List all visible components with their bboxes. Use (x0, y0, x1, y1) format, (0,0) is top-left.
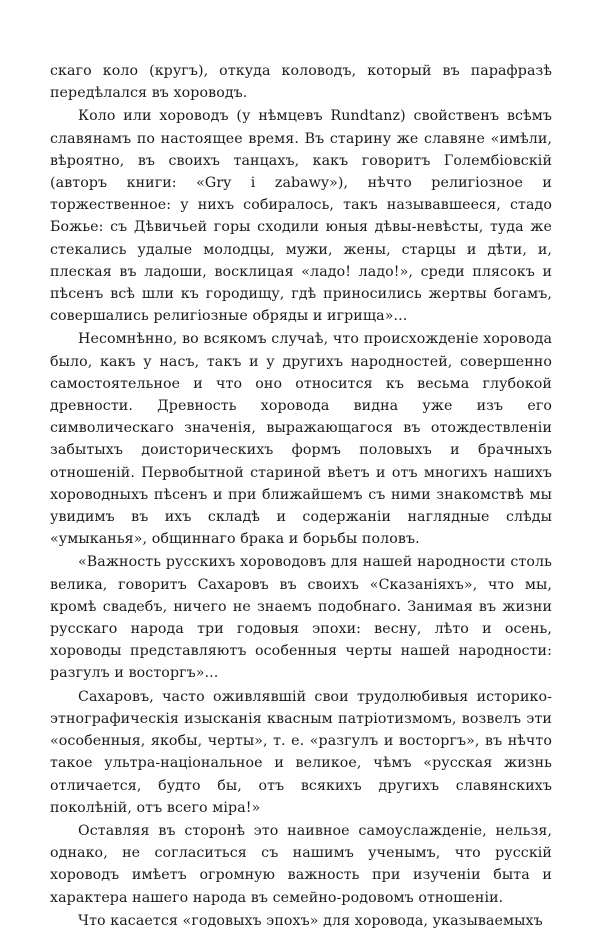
paragraph-6: Оставляя въ сторонѣ это наивное самоуслажденіе, нельзя, однако, не согласиться съ нашимъ ученымъ, что русскій хороводъ имѣетъ огромную важность при изученіи быта и характера нашего народа въ семейно-родовомъ отношеніи. (50, 822, 552, 906)
paragraph-5: Сахаровъ, часто оживлявшій свои трудолюбивыя историко-этнографическія изысканія квасным патріотизмомъ, возвелъ эти «особенныя, якобы, черты», т. е. «разгулъ и восторгъ», въ нѣчто такое ультра-національное и великое, чѣмъ «русская жизнь отличается, будто бы, отъ всякихъ другихъ славянскихъ поколѣній, отъ всего міра!» (50, 688, 552, 816)
paragraph-1: скаго коло (кругъ), откуда коловодъ, который въ парафразѣ передѣлался въ хороводъ. (50, 63, 552, 102)
paragraph-4: «Важность русскихъ хороводовъ для нашей народности столь велика, говоритъ Сахаровъ въ своихъ «Сказаніяхъ», что мы, кромѣ свадебъ, ничего не знаемъ подобнаго. Занимая въ жизни русскаго народа три годовыя эпохи: весну, лѣто и осень, хороводы представляютъ особенныя черты нашей народности: разгулъ и восторгъ»... (50, 554, 552, 682)
paragraph-2: Коло или хороводъ (у нѣмцевъ Rundtanz) свойственъ всѣмъ славянамъ по настоящее время. Въ старину же славяне «имѣли, вѣроятно, въ своихъ танцахъ, какъ говоритъ Голембіовскій (авторъ книги: «Gry i zabawy»), нѣчто религіозное и торжественное: у нихъ собиралось, такъ называвшееся, стадо Божье: съ Дѣвичьей горы сходили юныя дѣвы-невѣсты, туда же стекались удалые молодцы, мужи, жены, старцы и дѣти, и, плеская въ ладоши, восклицая «ладо! ладо!», среди плясокъ и пѣсенъ всѣ шли къ городищу, гдѣ приносились жертвы богамъ, совершались религіозные обряды и игрища»... (50, 108, 552, 325)
paragraph-7: Что касается «годовыхъ эпохъ» для хоровода, указываемыхъ (78, 912, 543, 929)
paragraph-3: Несомнѣнно, во всякомъ случаѣ, что происхожденіе хоровода было, какъ у насъ, такъ и у другихъ народностей, совершенно самостоятельное и что оно относится къ весьма глубокой древности. Древность хоровода видна уже изъ его символическаго значенія, выражающагося въ отождествленіи забытыхъ доисторическихъ формъ половыхъ и брачныхъ отношеній. Первобытной стариной вѣетъ и отъ многихъ нашихъ хороводныхъ пѣсенъ и при ближайшемъ съ ними знакомствѣ мы увидимъ въ ихъ складѣ и содержаніи наглядные слѣды «умыканья», общиннаго брака и борьбы половъ. (50, 331, 552, 548)
